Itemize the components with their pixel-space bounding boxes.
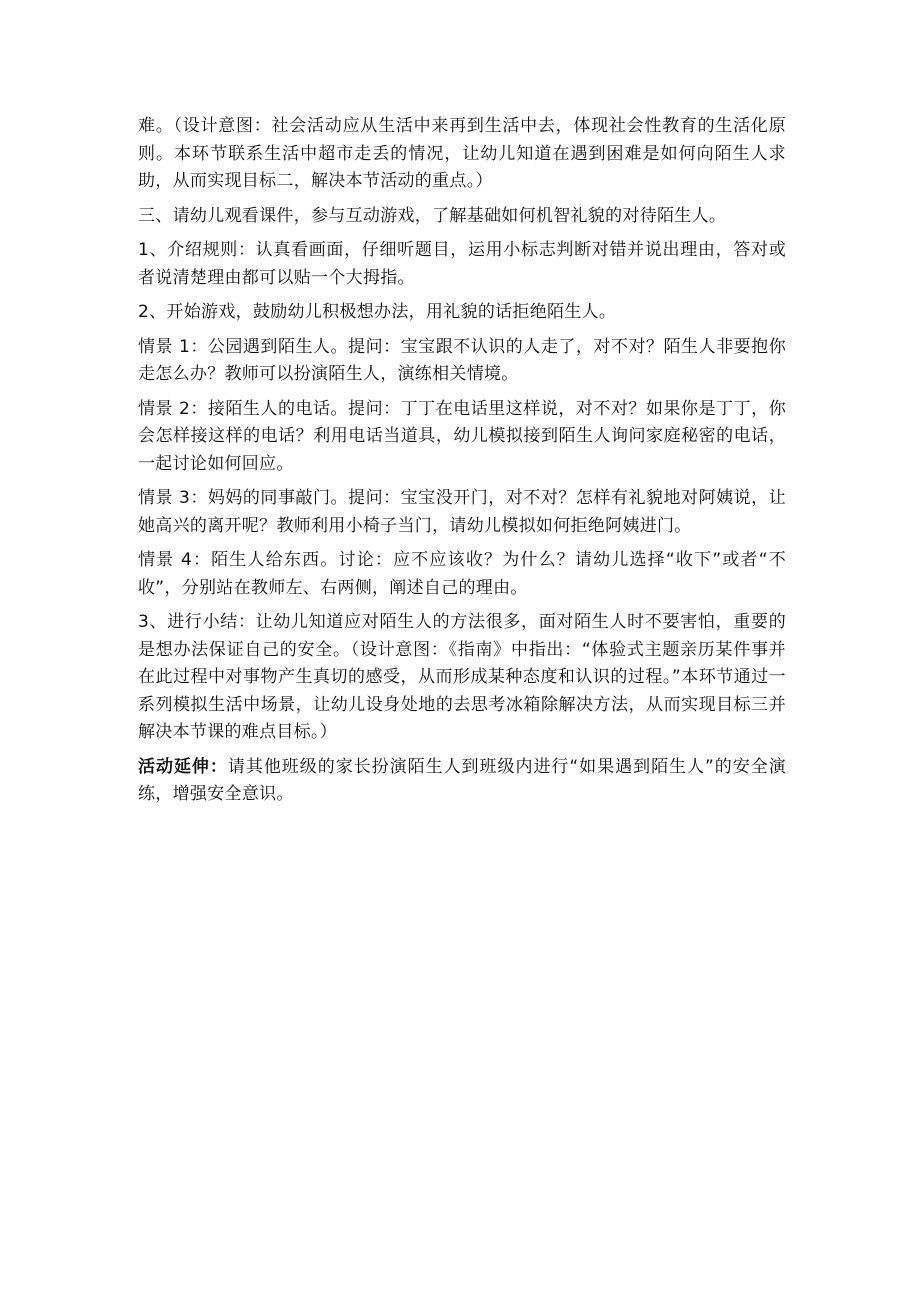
paragraph-section-three [138, 203, 786, 231]
paragraph-scenario-1 [138, 334, 786, 389]
paragraph-rules [138, 237, 786, 292]
document-page [138, 113, 786, 816]
paragraph-summary [138, 609, 786, 747]
paragraph-activity-extension [138, 754, 786, 809]
paragraph-text: 情景 2：接陌生人的电话。提问：丁丁在电话里这样说，对不对？如果你是丁丁，你会怎样接这样的电话？利用电话当道具，幼儿模拟接到陌生人询问家庭秘密的电话，一起讨论如何回应。 [138, 398, 786, 474]
paragraph-text: 2、开始游戏，鼓励幼儿积极想办法，用礼貌的话拒绝陌生人。 [138, 302, 617, 322]
paragraph-text: 情景 3：妈妈的同事敲门。提问：宝宝没开门，对不对？怎样有礼貌地对阿姨说，让她高兴的离开呢？教师利用小椅子当门，请幼儿模拟如何拒绝阿姨进门。 [138, 488, 786, 536]
paragraph-text: 请其他班级的家长扮演陌生人到班级内进行“如果遇到陌生人”的安全演练，增强安全意识。 [138, 756, 786, 804]
paragraph-scenario-3 [138, 485, 786, 540]
paragraph-text: 难。（设计意图：社会活动应从生活中来再到生活中去，体现社会性教育的生活化原则。本环节联系生活中超市走丢的情况，让幼儿知道在遇到困难是如何向陌生人求助，从而实现目标二，解决本节活动的重点。） [138, 116, 786, 191]
paragraph-text: 1、介绍规则：认真看画面，仔细听题目，运用小标志判断对错并说出理由，答对或者说清楚理由都可以贴一个大拇指。 [138, 240, 786, 288]
paragraph-text: 三、请幼儿观看课件，参与互动游戏，了解基础如何机智礼貌的对待陌生人。 [138, 205, 727, 226]
paragraph-text: 情景 1：公园遇到陌生人。提问：宝宝跟不认识的人走了，对不对？陌生人非要抱你走怎么办？教师可以扮演陌生人，演练相关情境。 [138, 336, 786, 384]
paragraph-scenario-2 [138, 396, 786, 479]
paragraph-scenario-4 [138, 547, 786, 602]
paragraph-design-intent-2 [138, 113, 786, 196]
paragraph-start-game [138, 299, 786, 327]
extension-label: 活动延伸： [138, 756, 228, 777]
paragraph-text: 3、进行小结：让幼儿知道应对陌生人的方法很多，面对陌生人时不要害怕，重要的是想办法保证自己的安全。（设计意图：《指南》中指出：“体验式主题亲历某件事并在此过程中对事物产生真切的感受，从而形成某种态度和认识的过程。”本环节通过一系列模拟生活中场景，让幼儿设身处地的去思考冰箱除解决方法，从而实现目标三并解决本节课的难点目标。） [138, 612, 786, 742]
paragraph-text: 情景 4：陌生人给东西。讨论：应不应该收？为什么？请幼儿选择“收下”或者“不收”，分别站在教师左、右两侧，阐述自己的理由。 [138, 550, 786, 598]
